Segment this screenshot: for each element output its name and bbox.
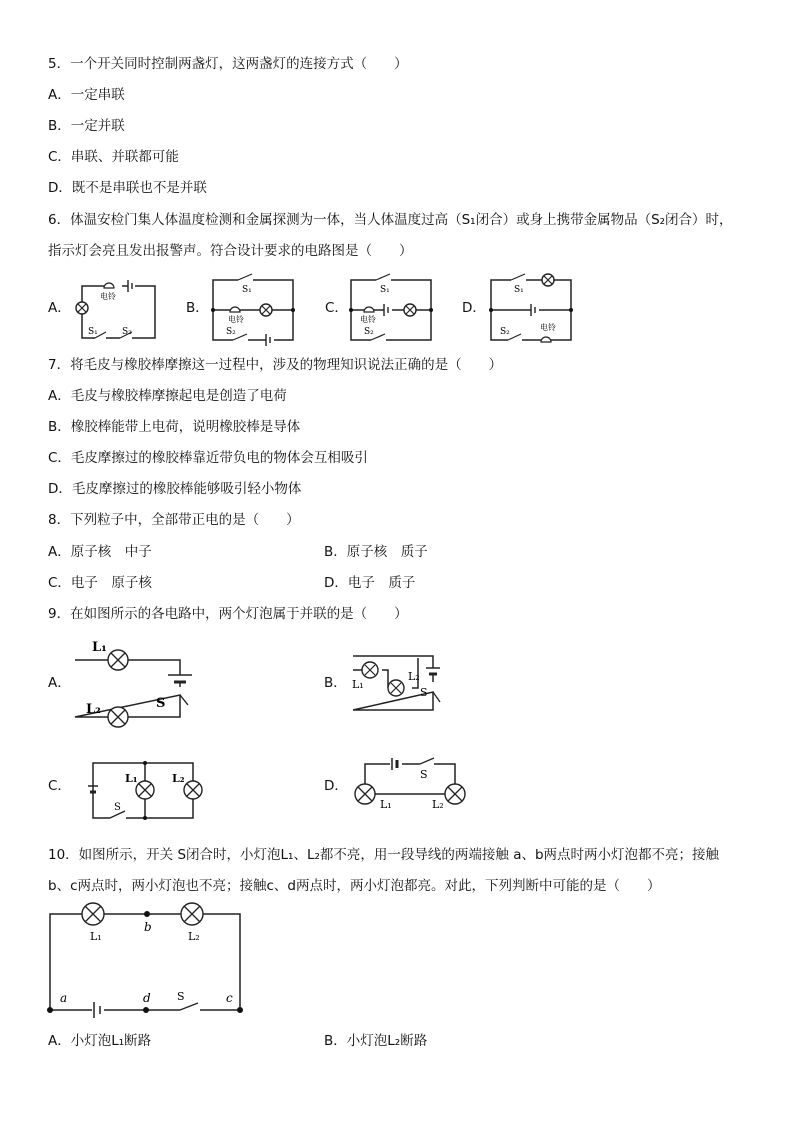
q6b-s2-label: S₂ <box>226 327 236 337</box>
q6-option-c[interactable]: C． <box>325 300 348 316</box>
q6-circuit-b <box>208 270 303 346</box>
q9d-s-label: S <box>420 768 428 781</box>
q10-c-label: c <box>226 991 233 1005</box>
q5-option-a[interactable]: A．一定串联 <box>48 87 125 103</box>
q6-option-d[interactable]: D． <box>462 300 486 316</box>
q9b-l1-label: L₁ <box>352 678 364 691</box>
q6d-s1-label: S₁ <box>514 285 524 295</box>
q9-circuit-c <box>78 758 208 826</box>
q10-a-label: a <box>60 991 68 1005</box>
q10-l1-label: L₁ <box>90 930 102 943</box>
q9-stem: 9．在如图所示的各电路中，两个灯泡属于并联的是（ ） <box>48 606 408 622</box>
q7-option-a[interactable]: A．毛皮与橡胶棒摩擦起电是创造了电荷 <box>48 388 287 404</box>
q10-option-a[interactable]: A．小灯泡L₁断路 <box>48 1033 152 1049</box>
q5-stem: 5．一个开关同时控制两盏灯，这两盏灯的连接方式（ ） <box>48 56 408 72</box>
q10-l2-label: L₂ <box>188 930 200 943</box>
q9-option-b[interactable]: B． <box>324 675 347 691</box>
q5-option-c[interactable]: C．串联、并联都可能 <box>48 149 179 165</box>
q6-option-a[interactable]: A． <box>48 300 71 316</box>
q6-circuit-c <box>346 270 441 346</box>
q9a-l1-label: L₁ <box>92 640 107 655</box>
q6a-s1-label: S₁ <box>88 327 98 337</box>
q8-stem: 8．下列粒子中，全部带正电的是（ ） <box>48 512 300 528</box>
q6c-bell-label: 电铃 <box>360 315 376 324</box>
q9-option-d[interactable]: D． <box>324 778 348 794</box>
q9c-l1-label: L₁ <box>125 772 138 785</box>
q6-stem-line2: 指示灯会亮且发出报警声。符合设计要求的电路图是（ ） <box>48 243 413 259</box>
q6b-bell-label: 电铃 <box>228 315 244 324</box>
q8-option-a[interactable]: A．原子核 中子 <box>48 544 152 560</box>
q9-option-c[interactable]: C． <box>48 778 71 794</box>
q10-stem-line1: 10．如图所示，开关 S闭合时，小灯泡L₁、L₂都不亮，用一段导线的两端接触 a、b两点时两小灯泡都不亮；接触 <box>48 847 720 863</box>
q9-circuit-d <box>350 756 480 814</box>
q5-option-d[interactable]: D．既不是串联也不是并联 <box>48 180 207 196</box>
q10-d-label: d <box>143 991 151 1005</box>
q6-circuit-a <box>70 276 165 346</box>
q8-option-b[interactable]: B．原子核 质子 <box>324 544 428 560</box>
q9a-l2-label: L₂ <box>86 702 101 717</box>
q6c-s2-label: S₂ <box>364 327 374 337</box>
q6d-s2-label: S₂ <box>500 327 510 337</box>
q10-stem-line2: b、c两点时，两小灯泡也不亮；接触c、d两点时，两小灯泡都亮。对此，下列判断中可能的是（ ） <box>48 878 661 894</box>
q9b-l2-label: L₂ <box>408 670 420 683</box>
q6a-bell-label: 电铃 <box>100 292 116 301</box>
q7-option-d[interactable]: D．毛皮摩擦过的橡胶棒能够吸引轻小物体 <box>48 481 302 497</box>
q8-option-d[interactable]: D．电子 质子 <box>324 575 416 591</box>
q6a-s2-label: S₂ <box>122 327 132 337</box>
q6-circuit-d <box>486 270 581 346</box>
q8-option-c[interactable]: C．电子 原子核 <box>48 575 152 591</box>
q6-option-b[interactable]: B． <box>186 300 209 316</box>
q10-circuit <box>40 900 255 1020</box>
q7-option-c[interactable]: C．毛皮摩擦过的橡胶棒靠近带负电的物体会互相吸引 <box>48 450 368 466</box>
q9c-l2-label: L₂ <box>172 772 185 785</box>
q6c-s1-label: S₁ <box>380 285 390 295</box>
q7-stem: 7．将毛皮与橡胶棒摩擦这一过程中，涉及的物理知识说法正确的是（ ） <box>48 357 503 373</box>
q5-option-b[interactable]: B．一定并联 <box>48 118 125 134</box>
q9c-s-label: S <box>114 802 121 813</box>
q9d-l2-label: L₂ <box>432 798 444 811</box>
q9-circuit-b <box>348 648 463 716</box>
q9b-s-label: S <box>420 686 428 699</box>
q10-s-label: S <box>177 990 185 1003</box>
q6b-s1-label: S₁ <box>242 285 252 295</box>
q9a-s-label: S <box>156 696 166 711</box>
q9-circuit-a <box>70 635 200 730</box>
q6-stem-line1: 6．体温安检门集人体温度检测和金属探测为一体，当人体温度过高（S₁闭合）或身上携带金属物品（S₂闭合）时， <box>48 212 733 228</box>
q6d-bell-label: 电铃 <box>540 323 556 332</box>
q9-option-a[interactable]: A． <box>48 675 71 691</box>
q10-option-b[interactable]: B．小灯泡L₂断路 <box>324 1033 428 1049</box>
q10-b-label: b <box>144 920 152 934</box>
q7-option-b[interactable]: B．橡胶棒能带上电荷，说明橡胶棒是导体 <box>48 419 301 435</box>
q9d-l1-label: L₁ <box>380 798 392 811</box>
